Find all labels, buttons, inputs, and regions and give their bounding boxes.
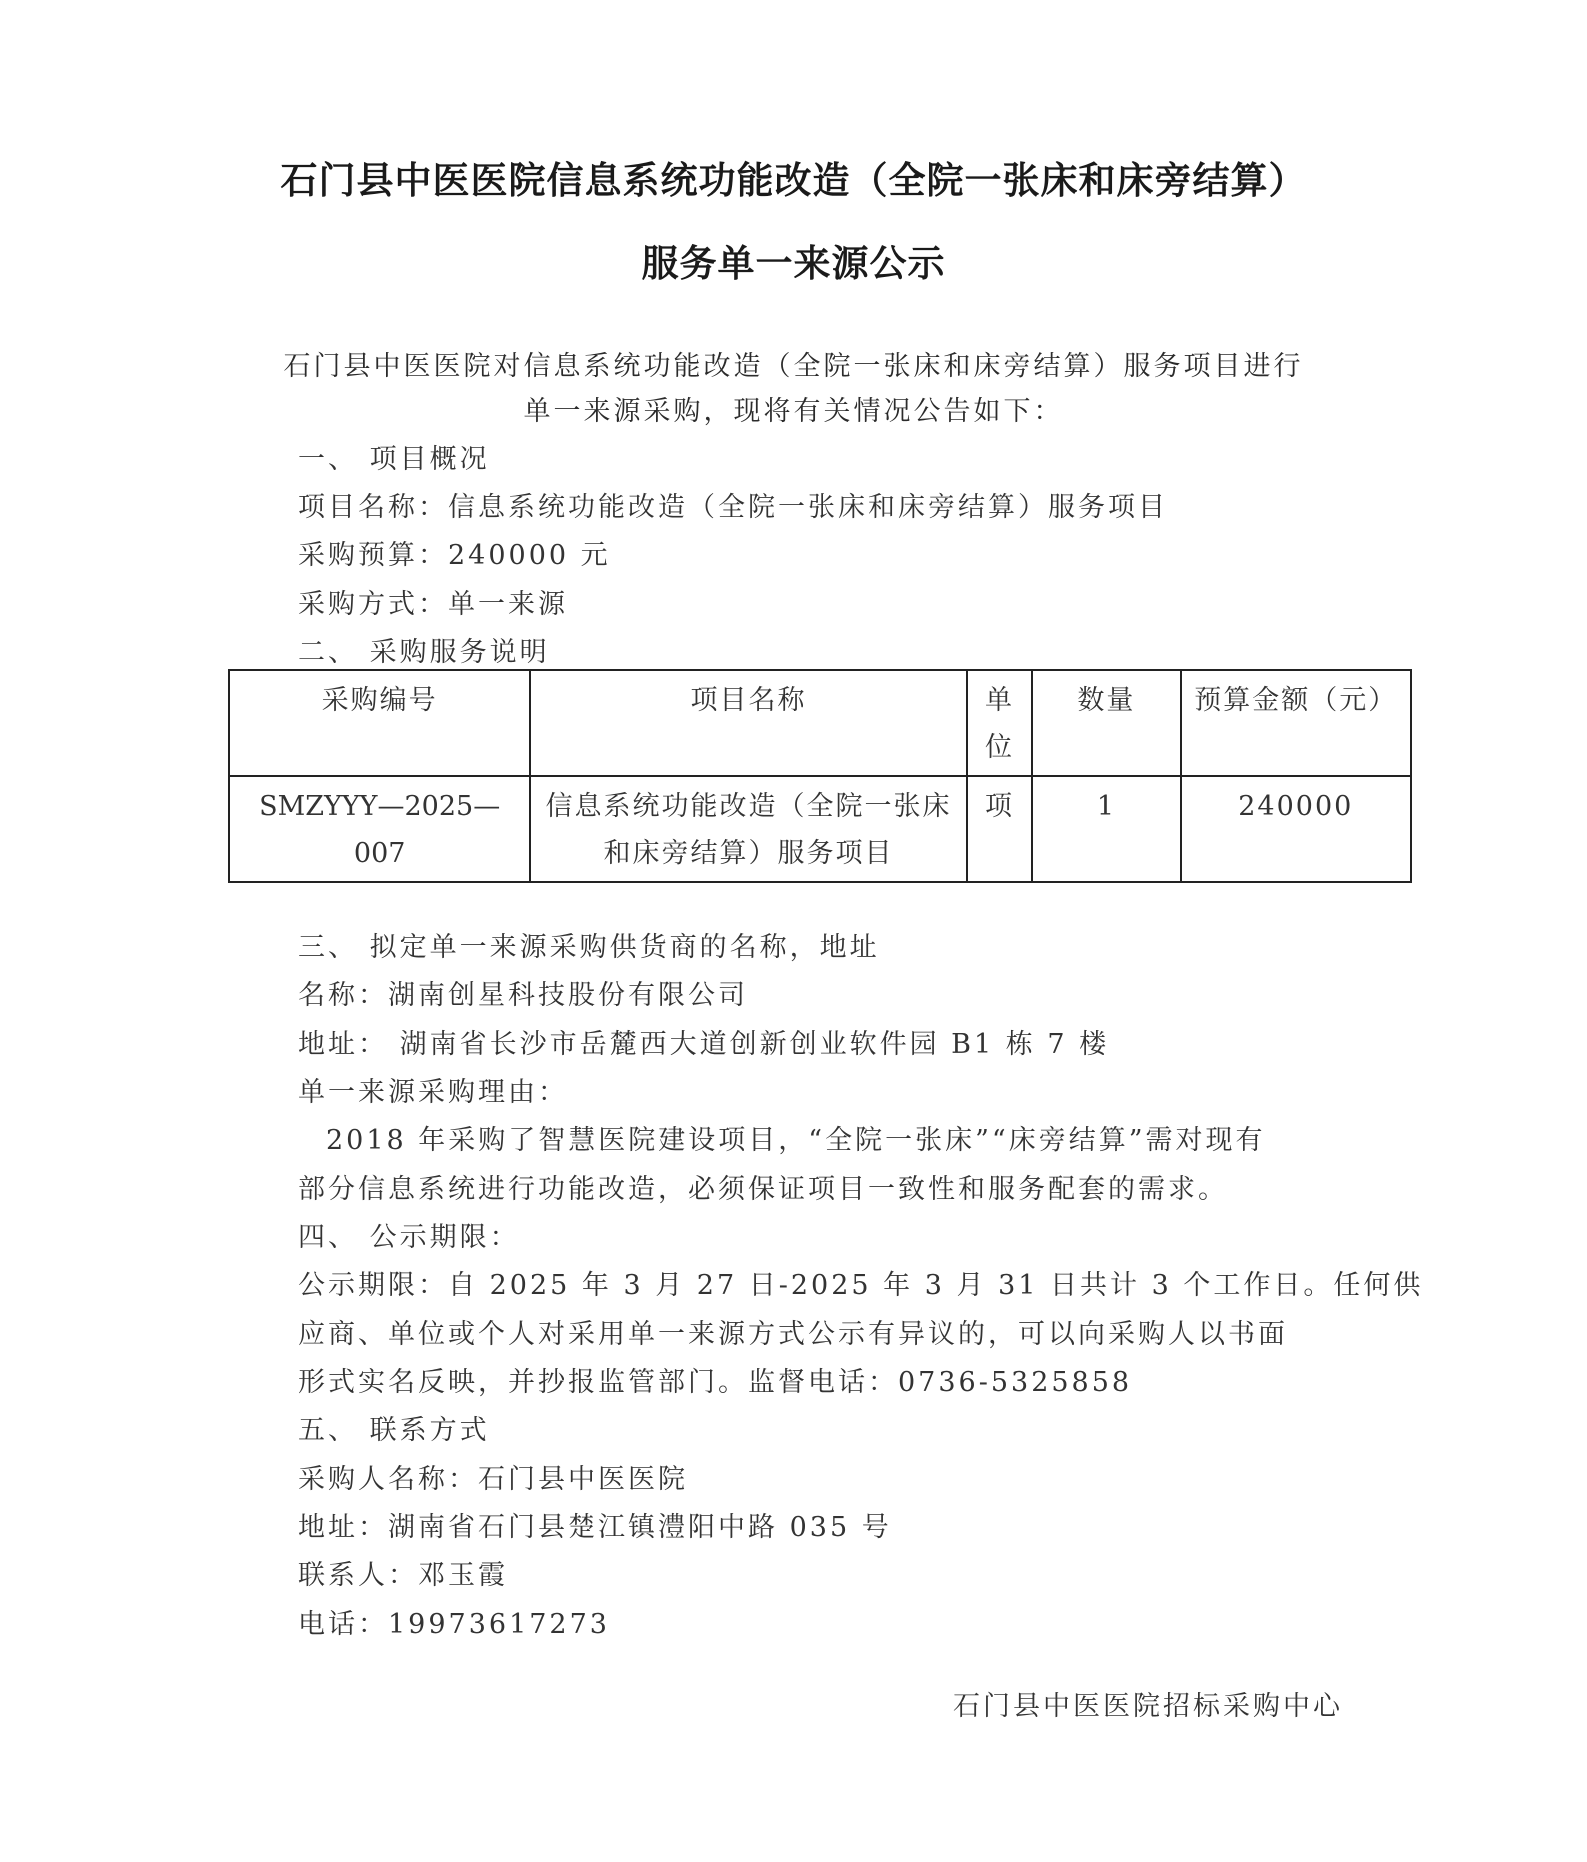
table-header-row bbox=[229, 670, 1411, 776]
buyer-line: 采购人名称：石门县中医医院 bbox=[298, 1464, 688, 1495]
supplier-address-line: 地址： 湖南省长沙市岳麓西大道创新创业软件园 B1 栋 7 楼 bbox=[298, 1029, 1110, 1060]
section-2-heading: 二、 采购服务说明 bbox=[298, 637, 550, 668]
budget-line: 采购预算：240000 元 bbox=[298, 540, 611, 571]
project-name-line: 项目名称：信息系统功能改造（全院一张床和床旁结算）服务项目 bbox=[298, 492, 1168, 523]
intro-line-1: 石门县中医医院对信息系统功能改造（全院一张床和床旁结算）服务项目进行 bbox=[283, 351, 1304, 382]
cell-code: SMZYYY—2025—007 bbox=[229, 776, 530, 882]
supplier-name-line: 名称：湖南创星科技股份有限公司 bbox=[298, 980, 748, 1011]
reason-label: 单一来源采购理由： bbox=[298, 1077, 568, 1108]
document-title-line-1: 石门县中医医院信息系统功能改造（全院一张床和床旁结算） bbox=[280, 159, 1307, 202]
procurement-table bbox=[228, 669, 1412, 883]
signature: 石门县中医医院招标采购中心 bbox=[953, 1691, 1343, 1722]
section-1-heading: 一、 项目概况 bbox=[298, 444, 490, 475]
period-line-2: 应商、单位或个人对采用单一来源方式公示有异议的，可以向采购人以书面 bbox=[298, 1319, 1288, 1350]
method-line: 采购方式：单一来源 bbox=[298, 589, 568, 620]
section-5-heading: 五、 联系方式 bbox=[298, 1415, 490, 1446]
header-quantity: 数量 bbox=[1032, 670, 1180, 776]
period-line-3: 形式实名反映，并抄报监管部门。监督电话：0736-5325858 bbox=[298, 1367, 1133, 1398]
phone-line: 电话：19973617273 bbox=[298, 1609, 610, 1640]
cell-unit: 项 bbox=[967, 776, 1033, 882]
reason-line-1: 2018 年采购了智慧医院建设项目，“全院一张床”“床旁结算”需对现有 bbox=[326, 1125, 1266, 1156]
header-amount: 预算金额（元） bbox=[1181, 670, 1411, 776]
intro-line-2: 单一来源采购，现将有关情况公告如下： bbox=[523, 396, 1064, 427]
period-line-1: 公示期限：自 2025 年 3 月 27 日-2025 年 3 月 31 日共计 3 个工作日。任何供 bbox=[298, 1270, 1424, 1301]
document-title-line-2: 服务单一来源公示 bbox=[641, 242, 946, 285]
reason-line-2: 部分信息系统进行功能改造，必须保证项目一致性和服务配套的需求。 bbox=[298, 1174, 1228, 1205]
cell-amount: 240000 bbox=[1181, 776, 1411, 882]
section-4-heading: 四、 公示期限： bbox=[298, 1222, 520, 1253]
buyer-address-line: 地址：湖南省石门县楚江镇澧阳中路 035 号 bbox=[298, 1512, 892, 1543]
header-unit: 单位 bbox=[967, 670, 1033, 776]
cell-quantity: 1 bbox=[1032, 776, 1180, 882]
header-code: 采购编号 bbox=[229, 670, 530, 776]
cell-name: 信息系统功能改造（全院一张床和床旁结算）服务项目 bbox=[530, 776, 966, 882]
section-3-heading: 三、 拟定单一来源采购供货商的名称，地址 bbox=[298, 932, 880, 963]
header-name: 项目名称 bbox=[530, 670, 966, 776]
table-row bbox=[229, 776, 1411, 882]
contact-person-line: 联系人：邓玉霞 bbox=[298, 1560, 508, 1591]
